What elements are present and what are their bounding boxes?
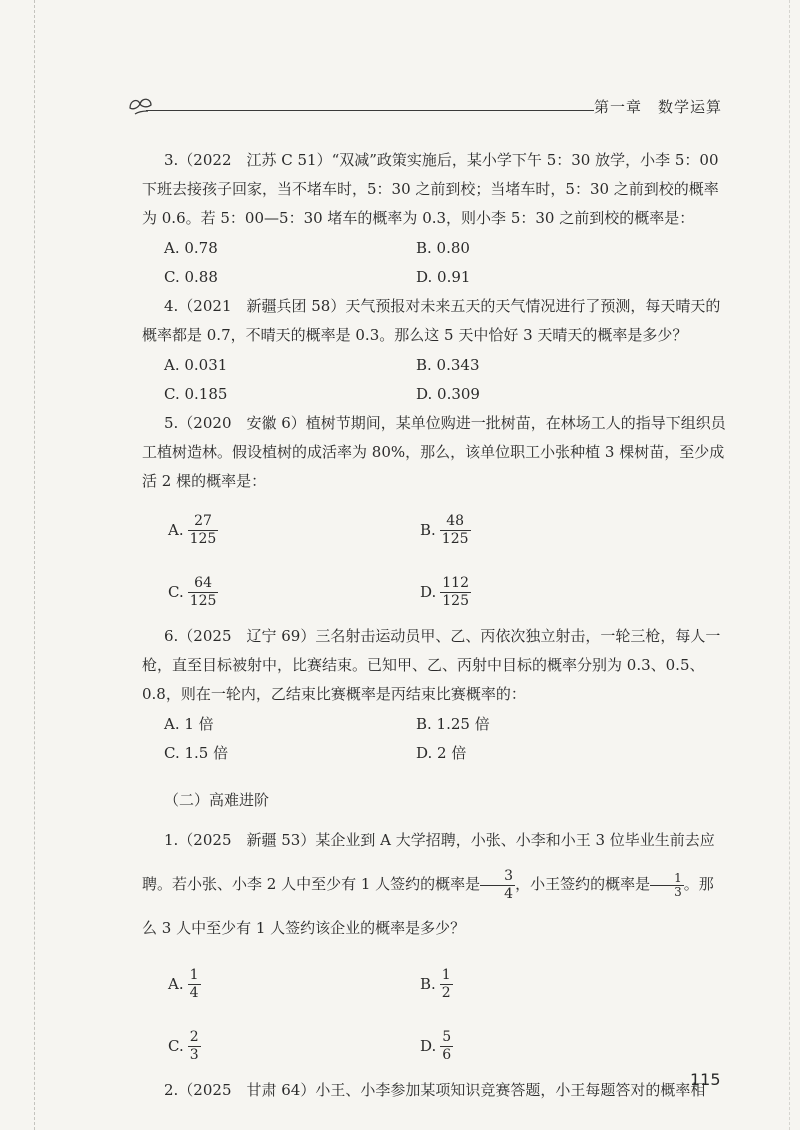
option-b xyxy=(420,506,728,554)
fraction xyxy=(480,868,515,903)
option-label: A. xyxy=(168,521,184,539)
page-content xyxy=(142,146,728,1105)
header-rule xyxy=(146,110,594,111)
option-c: C. 0.185 xyxy=(164,385,228,403)
text-part: 1.（2025 新疆 53）某企业到 A 大学招聘，小张、小李和小王 3 位毕业生前去应聘。若小张、小李 2 人中至少有 1 人签约的概率是 xyxy=(142,831,715,893)
advanced-question-1-text xyxy=(142,818,728,950)
option-label: A. xyxy=(168,975,184,993)
denominator: 125 xyxy=(441,530,469,547)
denominator: 125 xyxy=(442,592,469,609)
option-label: C. xyxy=(168,583,184,601)
numerator: 2 xyxy=(189,1028,199,1045)
option-label: D. xyxy=(420,583,437,601)
option-a: A. 1 倍 xyxy=(164,715,214,733)
option-label: B. xyxy=(420,521,436,539)
question-4-options xyxy=(164,351,728,409)
denominator: 6 xyxy=(442,1046,452,1063)
option-b xyxy=(420,960,728,1008)
denominator: 3 xyxy=(189,1046,199,1063)
fraction xyxy=(188,575,219,610)
option-c xyxy=(168,568,420,616)
scan-edge-left xyxy=(34,0,35,1130)
option-a: A. 0.78 xyxy=(164,239,218,257)
numerator: 48 xyxy=(446,512,465,529)
page-number: 115 xyxy=(690,1070,721,1089)
advanced-question-2-text: 2.（2025 甘肃 64）小王、小李参加某项知识竞赛答题，小王每题答对的概率相 xyxy=(164,1081,706,1099)
question-6-text: 6.（2025 辽宁 69）三名射击运动员甲、乙、丙依次独立射击，一轮三枪，每人一枪，直至目标被射中，比赛结束。已知甲、乙、丙射中目标的概率分别为 0.3、0.5、0.8，则在一轮内，乙结束比赛概率是丙结束比赛概率的： xyxy=(142,627,721,703)
fraction xyxy=(440,575,471,610)
option-a: A. 0.031 xyxy=(164,356,228,374)
option-a xyxy=(168,506,420,554)
option-c: C. 1.5 倍 xyxy=(164,744,229,762)
text-part: 。那么 3 人中至少有 1 人签约该企业的概率是多少？ xyxy=(142,875,714,937)
denominator: 2 xyxy=(441,984,451,1001)
option-b: B. 1.25 倍 xyxy=(416,715,490,733)
fraction xyxy=(188,1029,201,1064)
question-5-options xyxy=(168,506,728,616)
numerator: 1 xyxy=(674,870,682,885)
numerator: 5 xyxy=(442,1028,452,1045)
option-b: B. 0.343 xyxy=(416,356,480,374)
option-b: B. 0.80 xyxy=(416,239,470,257)
question-3-options xyxy=(164,234,728,292)
advanced-question-1-options xyxy=(168,960,728,1070)
leaf-icon xyxy=(126,94,156,118)
option-d: D. 0.91 xyxy=(416,268,471,286)
option-c: C. 0.88 xyxy=(164,268,218,286)
numerator: 64 xyxy=(194,574,212,591)
scan-edge-right xyxy=(789,0,790,1130)
section-heading: （二）高难进阶 xyxy=(164,791,270,809)
option-d: D. 0.309 xyxy=(416,385,480,403)
text-part: ，小王签约的概率是 xyxy=(515,875,651,893)
numerator: 3 xyxy=(504,867,514,884)
denominator: 125 xyxy=(189,530,217,547)
option-c xyxy=(168,1022,420,1070)
denominator: 125 xyxy=(189,592,217,609)
question-5-text: 5.（2020 安徽 6）植树节期间，某单位购进一批树苗，在林场工人的指导下组织员工植树造林。假设植树的成活率为 80%，那么，该单位职工小张种植 3 棵树苗，至少成活 2 棵的概率是： xyxy=(142,414,726,490)
denominator: 4 xyxy=(480,885,515,903)
fraction xyxy=(188,513,219,548)
numerator: 1 xyxy=(441,966,451,983)
option-label: C. xyxy=(168,1037,184,1055)
numerator: 1 xyxy=(189,966,199,983)
option-d xyxy=(420,1022,728,1070)
fraction xyxy=(650,872,684,899)
question-4-text: 4.（2021 新疆兵团 58）天气预报对未来五天的天气情况进行了预测，每天晴天的概率都是 0.7，不晴天的概率是 0.3。那么这 5 天中恰好 3 天晴天的概率是多少？ xyxy=(142,297,721,344)
fraction xyxy=(440,1029,453,1064)
page-header xyxy=(126,94,722,124)
denominator: 4 xyxy=(189,984,199,1001)
option-d: D. 2 倍 xyxy=(416,744,467,762)
question-3-text: 3.（2022 江苏 C 51）“双减”政策实施后，某小学下午 5：30 放学，小李 5：00 下班去接孩子回家，当不堵车时，5：30 之前到校；当堵车时，5：30 之前到校的概率为 0.6。若 5：00—5：30 堵车的概率为 0.3，则小李 5：30 之前到校的概率是： xyxy=(142,151,719,227)
numerator: 27 xyxy=(194,512,212,529)
numerator: 112 xyxy=(442,574,469,591)
option-label: D. xyxy=(420,1037,437,1055)
fraction xyxy=(440,967,453,1002)
question-6-options xyxy=(164,710,728,768)
option-d xyxy=(420,568,728,616)
fraction xyxy=(188,967,201,1002)
option-label: B. xyxy=(420,975,436,993)
option-a xyxy=(168,960,420,1008)
fraction xyxy=(440,513,471,548)
chapter-title: 第一章 数学运算 xyxy=(593,98,722,116)
denominator: 3 xyxy=(650,885,684,899)
